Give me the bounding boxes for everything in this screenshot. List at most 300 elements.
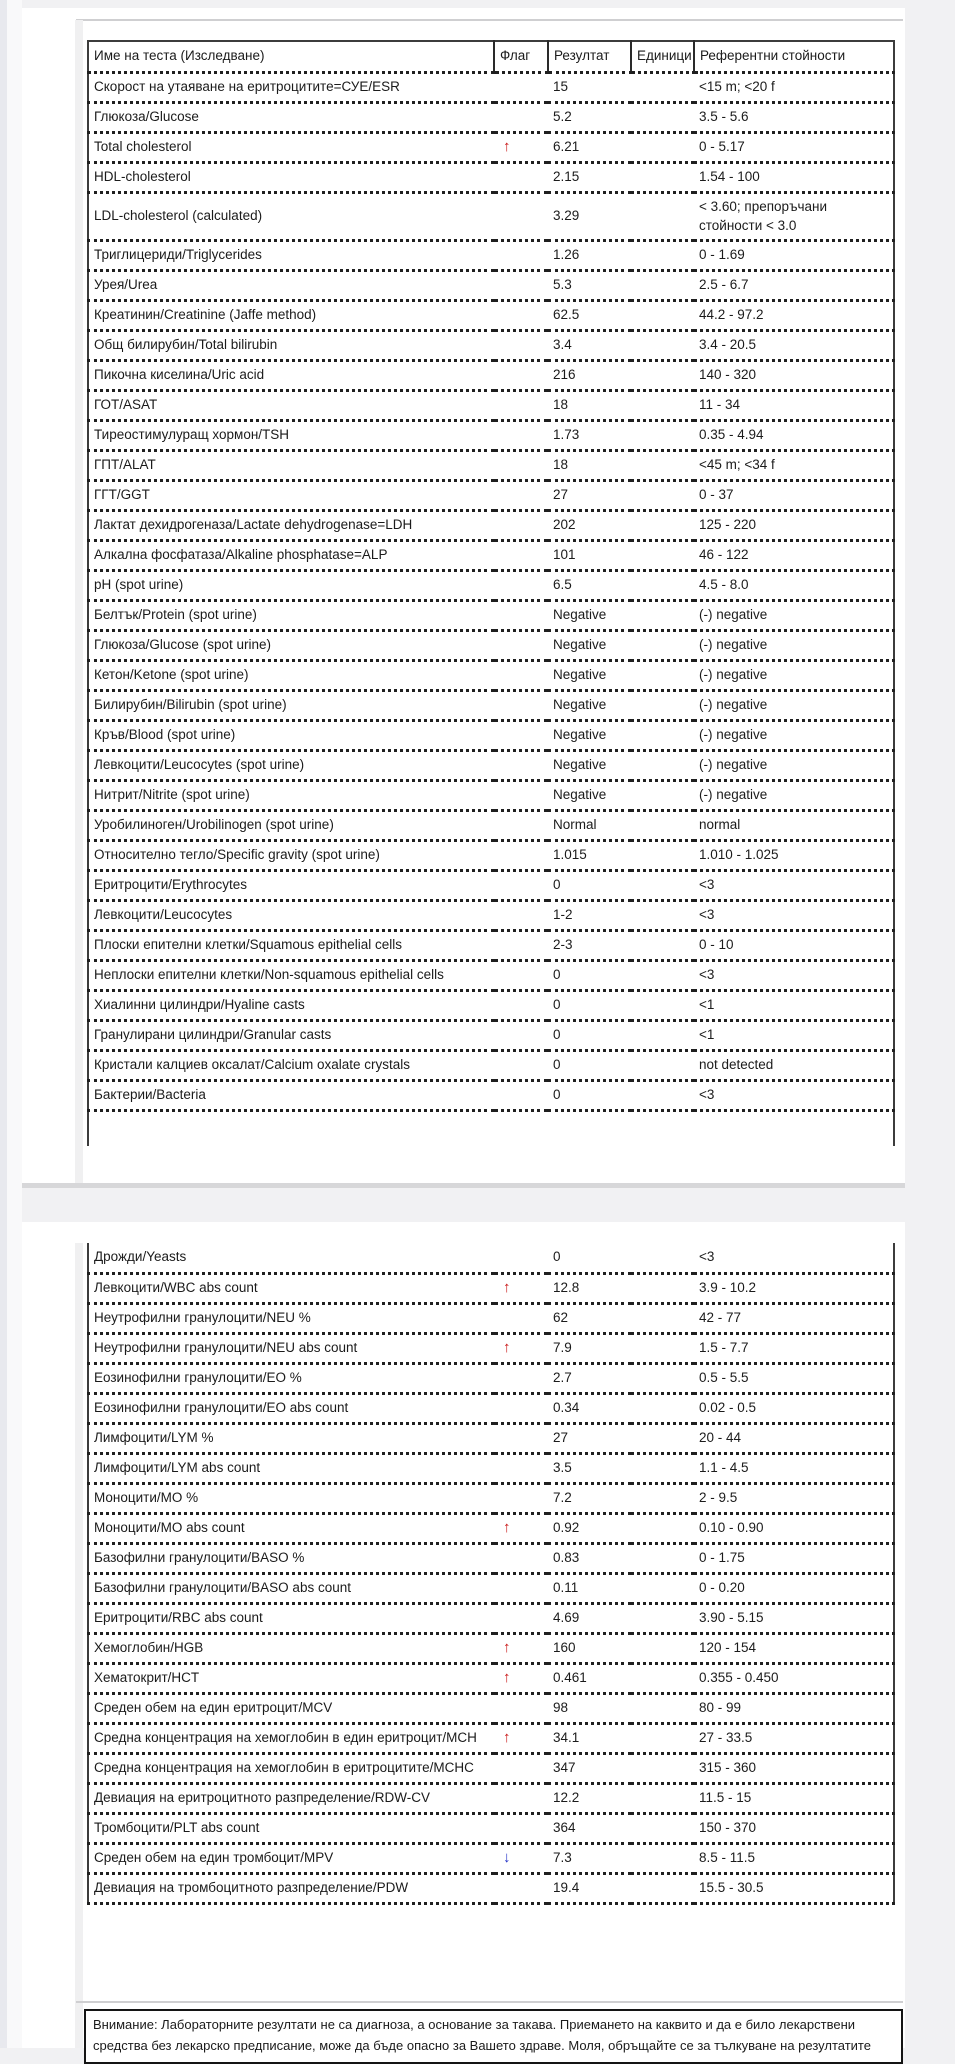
result-value: 7.3 <box>548 1843 631 1873</box>
flag-cell <box>494 1080 548 1110</box>
flag-cell <box>494 540 548 570</box>
result-value: 5.3 <box>548 270 631 300</box>
units-value <box>631 1273 694 1303</box>
reference-value: 0 - 1.69 <box>694 240 894 270</box>
units-value <box>631 1020 694 1050</box>
units-value <box>631 240 694 270</box>
flag-cell <box>494 102 548 132</box>
result-value: 0 <box>548 1050 631 1080</box>
test-name: Неутрофилни гранулоцити/NEU % <box>88 1303 494 1333</box>
table-row <box>88 1603 894 1633</box>
disclaimer-text: Внимание: Лабораторните резултати не са диагноза, а основание за такава. Приемането на каквито и да е било лекарствени средства без лекарско предписание, може да бъде опасно за Вашето здраве. Моля, обръщайте се за тълкуване на резултатите <box>93 2017 871 2053</box>
flag-cell <box>494 840 548 870</box>
lab-results-table-2 <box>87 1243 895 1905</box>
reference-value: 0.35 - 4.94 <box>694 420 894 450</box>
flag-cell <box>494 1273 548 1303</box>
reference-value: 3.5 - 5.6 <box>694 102 894 132</box>
flag-cell <box>494 450 548 480</box>
table-row <box>88 1843 894 1873</box>
table-row <box>88 630 894 660</box>
test-name: Моноцити/MO % <box>88 1483 494 1513</box>
reference-value: < 3.60; препоръчани стойности < 3.0 <box>694 192 894 240</box>
table-row <box>88 1020 894 1050</box>
units-value <box>631 72 694 102</box>
reference-value: 125 - 220 <box>694 510 894 540</box>
units-value <box>631 750 694 780</box>
table-row <box>88 390 894 420</box>
result-value: 7.9 <box>548 1333 631 1363</box>
flag-cell <box>494 1783 548 1813</box>
units-value <box>631 1513 694 1543</box>
units-value <box>631 1783 694 1813</box>
table-row <box>88 810 894 840</box>
table-row <box>88 660 894 690</box>
units-value <box>631 1393 694 1423</box>
test-name: Гранулирани цилиндри/Granular casts <box>88 1020 494 1050</box>
test-name: Урея/Urea <box>88 270 494 300</box>
units-value <box>631 360 694 390</box>
empty-cell <box>494 1110 548 1146</box>
test-name: HDL-cholesterol <box>88 162 494 192</box>
reference-value: 0.02 - 0.5 <box>694 1393 894 1423</box>
table-row <box>88 1723 894 1753</box>
table-row <box>88 450 894 480</box>
reference-value: <15 m; <20 f <box>694 72 894 102</box>
flag-cell <box>494 1603 548 1633</box>
flag-cell <box>494 690 548 720</box>
flag-cell <box>494 1393 548 1423</box>
flag-cell <box>494 1333 548 1363</box>
empty-cell <box>694 1110 894 1146</box>
units-value <box>631 300 694 330</box>
result-value: 160 <box>548 1633 631 1663</box>
disclaimer-box <box>84 2009 903 2064</box>
result-value: 1.26 <box>548 240 631 270</box>
reference-value: 42 - 77 <box>694 1303 894 1333</box>
table-row <box>88 780 894 810</box>
result-value: Negative <box>548 720 631 750</box>
flag-cell <box>494 750 548 780</box>
reference-value: 0 - 5.17 <box>694 132 894 162</box>
units-value <box>631 1080 694 1110</box>
test-name: Моноцити/MO abs count <box>88 1513 494 1543</box>
result-value: 5.2 <box>548 102 631 132</box>
up-arrow-icon: ↑ <box>503 1518 511 1536</box>
test-name: Средна концентрация на хемоглобин в еритроцитите/MCHC <box>88 1753 494 1783</box>
units-value <box>631 720 694 750</box>
flag-cell <box>494 780 548 810</box>
reference-value: (-) negative <box>694 600 894 630</box>
table-row <box>88 72 894 102</box>
test-name: Кристали калциев оксалат/Calcium oxalate crystals <box>88 1050 494 1080</box>
reference-value: 0.10 - 0.90 <box>694 1513 894 1543</box>
up-arrow-icon: ↑ <box>503 1278 511 1296</box>
empty-cell <box>631 1110 694 1146</box>
result-value: 101 <box>548 540 631 570</box>
flag-cell <box>494 1813 548 1843</box>
flag-cell <box>494 720 548 750</box>
flag-cell <box>494 1573 548 1603</box>
viewer-left-edge <box>0 0 7 2048</box>
units-value <box>631 510 694 540</box>
units-value <box>631 390 694 420</box>
table-row <box>88 720 894 750</box>
flag-cell <box>494 1243 548 1273</box>
test-name: Кетон/Ketone (spot urine) <box>88 660 494 690</box>
units-value <box>631 1453 694 1483</box>
reference-value: (-) negative <box>694 630 894 660</box>
test-name: Левкоцити/Leucocytes (spot urine) <box>88 750 494 780</box>
result-value: 1.015 <box>548 840 631 870</box>
result-value: 27 <box>548 1423 631 1453</box>
table-row <box>88 840 894 870</box>
up-arrow-icon: ↑ <box>503 1638 511 1656</box>
test-name: Тромбоцити/PLT abs count <box>88 1813 494 1843</box>
table-row <box>88 1333 894 1363</box>
test-name: Еритроцити/Erythrocytes <box>88 870 494 900</box>
units-value <box>631 270 694 300</box>
test-name: Среден обем на един тромбоцит/MPV <box>88 1843 494 1873</box>
test-name: Еозинофилни гранулоцити/EO abs count <box>88 1393 494 1423</box>
reference-value: 0 - 10 <box>694 930 894 960</box>
table-row <box>88 570 894 600</box>
flag-cell <box>494 960 548 990</box>
reference-value: 27 - 33.5 <box>694 1723 894 1753</box>
reference-value: <1 <box>694 990 894 1020</box>
footer-divider <box>76 2001 903 2003</box>
reference-value: 0.355 - 0.450 <box>694 1663 894 1693</box>
table-row <box>88 1423 894 1453</box>
test-name: Кръв/Blood (spot urine) <box>88 720 494 750</box>
result-value: 6.5 <box>548 570 631 600</box>
units-value <box>631 1663 694 1693</box>
test-name: Еозинофилни гранулоцити/EO % <box>88 1363 494 1393</box>
flag-cell <box>494 1873 548 1903</box>
table-row <box>88 162 894 192</box>
flag-cell <box>494 1663 548 1693</box>
test-name: Левкоцити/Leucocytes <box>88 900 494 930</box>
units-value <box>631 132 694 162</box>
units-value <box>631 1603 694 1633</box>
units-value <box>631 1873 694 1903</box>
flag-cell <box>494 1483 548 1513</box>
flag-cell <box>494 600 548 630</box>
flag-cell <box>494 510 548 540</box>
reference-value: 20 - 44 <box>694 1423 894 1453</box>
flag-cell <box>494 1633 548 1663</box>
reference-value: 2.5 - 6.7 <box>694 270 894 300</box>
result-value: 0 <box>548 1020 631 1050</box>
result-value: 0 <box>548 990 631 1020</box>
test-name: Билирубин/Bilirubin (spot urine) <box>88 690 494 720</box>
result-value: 3.5 <box>548 1453 631 1483</box>
units-value <box>631 420 694 450</box>
flag-cell <box>494 162 548 192</box>
test-name: Базофилни гранулоцити/BASO abs count <box>88 1573 494 1603</box>
result-value: Negative <box>548 630 631 660</box>
reference-value: 1.1 - 4.5 <box>694 1453 894 1483</box>
table-row <box>88 420 894 450</box>
test-name: Левкоцити/WBC abs count <box>88 1273 494 1303</box>
result-value: 0.92 <box>548 1513 631 1543</box>
result-value: 62.5 <box>548 300 631 330</box>
units-value <box>631 570 694 600</box>
test-name: Лактат дехидрогеназа/Lactate dehydrogenase=LDH <box>88 510 494 540</box>
flag-cell <box>494 72 548 102</box>
table-row <box>88 510 894 540</box>
units-value <box>631 162 694 192</box>
report-page-2 <box>22 1222 905 2053</box>
table-row <box>88 690 894 720</box>
reference-value: (-) negative <box>694 780 894 810</box>
units-value <box>631 1303 694 1333</box>
units-value <box>631 960 694 990</box>
result-value: 347 <box>548 1753 631 1783</box>
units-value <box>631 990 694 1020</box>
table-row <box>88 330 894 360</box>
units-value <box>631 450 694 480</box>
reference-value: 0.5 - 5.5 <box>694 1363 894 1393</box>
units-value <box>631 840 694 870</box>
table-row <box>88 1543 894 1573</box>
table-row <box>88 300 894 330</box>
units-value <box>631 1693 694 1723</box>
table-row <box>88 360 894 390</box>
result-value: 0.461 <box>548 1663 631 1693</box>
units-value <box>631 540 694 570</box>
up-arrow-icon: ↑ <box>503 137 511 155</box>
table-row <box>88 132 894 162</box>
test-name: Уробилиноген/Urobilinogen (spot urine) <box>88 810 494 840</box>
units-value <box>631 1573 694 1603</box>
test-name: Алкална фосфатаза/Alkaline phosphatase=ALP <box>88 540 494 570</box>
flag-cell <box>494 1513 548 1543</box>
test-name: Бактерии/Bacteria <box>88 1080 494 1110</box>
result-value: 34.1 <box>548 1723 631 1753</box>
flag-cell <box>494 1423 548 1453</box>
result-value: 1-2 <box>548 900 631 930</box>
test-name: Хематокрит/HCT <box>88 1663 494 1693</box>
flag-cell <box>494 630 548 660</box>
table-row <box>88 192 894 240</box>
units-value <box>631 780 694 810</box>
test-name: Глюкоза/Glucose <box>88 102 494 132</box>
result-value: 216 <box>548 360 631 390</box>
reference-value: 15.5 - 30.5 <box>694 1873 894 1903</box>
result-value: Negative <box>548 660 631 690</box>
flag-cell <box>494 1363 548 1393</box>
result-value: 4.69 <box>548 1603 631 1633</box>
result-value: 202 <box>548 510 631 540</box>
flag-cell <box>494 480 548 510</box>
result-value: 0 <box>548 1243 631 1273</box>
test-name: pH (spot urine) <box>88 570 494 600</box>
result-value: 18 <box>548 390 631 420</box>
reference-value: 3.4 - 20.5 <box>694 330 894 360</box>
lab-results-table-1 <box>87 40 895 1146</box>
table-row <box>88 1243 894 1273</box>
flag-cell <box>494 1050 548 1080</box>
units-value <box>631 870 694 900</box>
flag-cell <box>494 420 548 450</box>
reference-value: 80 - 99 <box>694 1693 894 1723</box>
test-name: ГОТ/ASAT <box>88 390 494 420</box>
flag-cell <box>494 1753 548 1783</box>
units-value <box>631 660 694 690</box>
result-value: 0.83 <box>548 1543 631 1573</box>
result-value: 3.29 <box>548 192 631 240</box>
empty-cell <box>88 1110 494 1146</box>
flag-cell <box>494 870 548 900</box>
empty-cell <box>548 1110 631 1146</box>
result-value: 0 <box>548 870 631 900</box>
reference-value: 3.90 - 5.15 <box>694 1603 894 1633</box>
table-row <box>88 1813 894 1843</box>
reference-value: 11.5 - 15 <box>694 1783 894 1813</box>
table-row <box>88 1080 894 1110</box>
test-name: Пикочна киселина/Uric acid <box>88 360 494 390</box>
test-name: Триглицериди/Triglycerides <box>88 240 494 270</box>
table-row <box>88 270 894 300</box>
reference-value: 315 - 360 <box>694 1753 894 1783</box>
result-value: 18 <box>548 450 631 480</box>
result-value: Negative <box>548 600 631 630</box>
test-name: Лимфоцити/LYM % <box>88 1423 494 1453</box>
reference-value: 4.5 - 8.0 <box>694 570 894 600</box>
units-value <box>631 810 694 840</box>
table-row <box>88 1873 894 1903</box>
units-value <box>631 900 694 930</box>
units-value <box>631 1333 694 1363</box>
reference-value: (-) negative <box>694 750 894 780</box>
reference-value: <3 <box>694 870 894 900</box>
table-row <box>88 480 894 510</box>
table-row <box>88 1273 894 1303</box>
reference-value: 120 - 154 <box>694 1633 894 1663</box>
flag-cell <box>494 240 548 270</box>
test-name: Total cholesterol <box>88 132 494 162</box>
column-header-units: Единици <box>631 41 694 72</box>
reference-value: (-) negative <box>694 690 894 720</box>
flag-cell <box>494 930 548 960</box>
test-name: LDL-cholesterol (calculated) <box>88 192 494 240</box>
table-row <box>88 1363 894 1393</box>
units-value <box>631 1363 694 1393</box>
results-table-1-wrap <box>87 40 895 1146</box>
units-value <box>631 330 694 360</box>
result-value: 0 <box>548 960 631 990</box>
test-name: Хемоглобин/HGB <box>88 1633 494 1663</box>
page-left-strip <box>75 20 83 1183</box>
units-value <box>631 1243 694 1273</box>
column-header-flag: Флаг <box>494 41 548 72</box>
table-row <box>88 102 894 132</box>
reference-value: 44.2 - 97.2 <box>694 300 894 330</box>
page-left-strip <box>75 1243 83 2048</box>
table-row <box>88 1453 894 1483</box>
units-value <box>631 1543 694 1573</box>
table-row <box>88 1633 894 1663</box>
reference-value: 1.5 - 7.7 <box>694 1333 894 1363</box>
reference-value: 0 - 37 <box>694 480 894 510</box>
results-table-2-wrap <box>87 1243 895 1905</box>
up-arrow-icon: ↑ <box>503 1338 511 1356</box>
result-value: 0.11 <box>548 1573 631 1603</box>
report-page-1 <box>22 8 905 1183</box>
table-spacer-row <box>88 1110 894 1146</box>
table-row <box>88 1393 894 1423</box>
table-row <box>88 1303 894 1333</box>
test-name: Скорост на утаяване на еритроцитите=СУЕ/ESR <box>88 72 494 102</box>
units-value <box>631 690 694 720</box>
reference-value: <1 <box>694 1020 894 1050</box>
flag-cell <box>494 1693 548 1723</box>
test-name: Базофилни гранулоцити/BASO % <box>88 1543 494 1573</box>
reference-value: <3 <box>694 900 894 930</box>
units-value <box>631 930 694 960</box>
reference-value: <3 <box>694 1243 894 1273</box>
flag-cell <box>494 270 548 300</box>
flag-cell <box>494 132 548 162</box>
test-name: Относително тегло/Specific gravity (spot urine) <box>88 840 494 870</box>
result-value: 62 <box>548 1303 631 1333</box>
reference-value: (-) negative <box>694 720 894 750</box>
flag-cell <box>494 1303 548 1333</box>
reference-value: 0 - 1.75 <box>694 1543 894 1573</box>
units-value <box>631 1633 694 1663</box>
reference-value: 1.54 - 100 <box>694 162 894 192</box>
table-row <box>88 1753 894 1783</box>
result-value: 0 <box>548 1080 631 1110</box>
viewer-left-gutter <box>7 0 22 2048</box>
flag-cell <box>494 1543 548 1573</box>
table-row <box>88 1050 894 1080</box>
test-name: Общ билирубин/Total bilirubin <box>88 330 494 360</box>
table-row <box>88 240 894 270</box>
result-value: 7.2 <box>548 1483 631 1513</box>
column-header-result: Резултат <box>548 41 631 72</box>
result-value: Negative <box>548 780 631 810</box>
table-header-row <box>88 41 894 72</box>
flag-cell <box>494 810 548 840</box>
flag-cell <box>494 900 548 930</box>
test-name: Девиация на еритроцитното разпределение/RDW-CV <box>88 1783 494 1813</box>
result-value: 27 <box>548 480 631 510</box>
column-header-test-name: Име на теста (Изследване) <box>88 41 494 72</box>
flag-cell <box>494 990 548 1020</box>
result-value: 1.73 <box>548 420 631 450</box>
test-name: Неутрофилни гранулоцити/NEU abs count <box>88 1333 494 1363</box>
units-value <box>631 1753 694 1783</box>
test-name: Еритроцити/RBC abs count <box>88 1603 494 1633</box>
reference-value: 11 - 34 <box>694 390 894 420</box>
flag-cell <box>494 360 548 390</box>
test-name: Хиалинни цилиндри/Hyaline casts <box>88 990 494 1020</box>
table-row <box>88 1693 894 1723</box>
result-value: 0.34 <box>548 1393 631 1423</box>
result-value: Negative <box>548 750 631 780</box>
units-value <box>631 600 694 630</box>
flag-cell <box>494 1020 548 1050</box>
result-value: 3.4 <box>548 330 631 360</box>
result-value: 98 <box>548 1693 631 1723</box>
reference-value: 46 - 122 <box>694 540 894 570</box>
table-row <box>88 1573 894 1603</box>
reference-value: 8.5 - 11.5 <box>694 1843 894 1873</box>
page-break-shadow <box>22 1183 905 1188</box>
test-name: Дрожди/Yeasts <box>88 1243 494 1273</box>
units-value <box>631 1843 694 1873</box>
